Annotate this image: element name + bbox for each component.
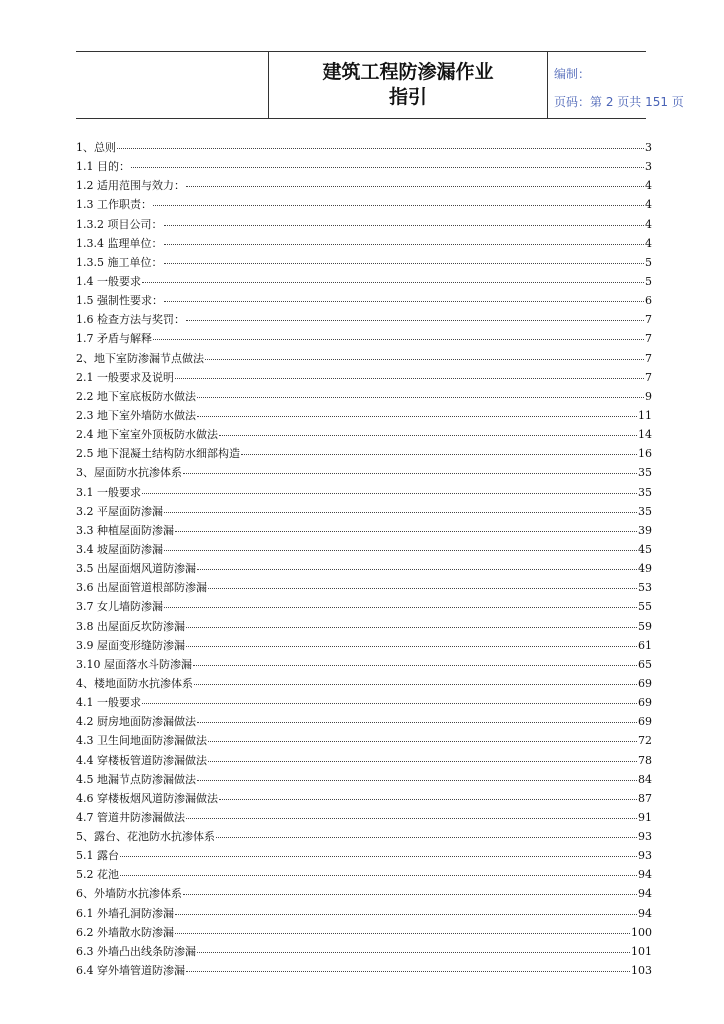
toc-entry[interactable] xyxy=(76,712,652,731)
toc-entry-page: 94 xyxy=(638,868,652,882)
toc-entry-page: 78 xyxy=(638,753,652,767)
toc-leader-dots xyxy=(164,225,645,226)
toc-entry[interactable] xyxy=(76,157,652,176)
toc-leader-dots xyxy=(208,761,637,762)
toc-leader-dots xyxy=(142,493,637,494)
toc-entry-page: 94 xyxy=(638,906,652,920)
toc-entry[interactable] xyxy=(76,444,652,463)
editor-label: 编制： xyxy=(554,67,591,81)
toc-entry-page: 39 xyxy=(638,523,652,537)
toc-entry[interactable] xyxy=(76,234,652,253)
toc-leader-dots xyxy=(153,339,644,340)
toc-leader-dots xyxy=(120,875,637,876)
toc-leader-dots xyxy=(219,435,637,436)
toc-entry-page: 14 xyxy=(638,428,652,442)
toc-leader-dots xyxy=(186,186,644,187)
toc-entry-page: 91 xyxy=(638,810,652,824)
toc-entry-page: 35 xyxy=(638,504,652,518)
toc-entry-label: 5.1 露台 xyxy=(76,849,119,863)
toc-entry-page: 7 xyxy=(645,370,652,384)
toc-entry-label: 3.5 出屋面烟风道防渗漏 xyxy=(76,562,196,576)
toc-entry-page: 4 xyxy=(645,236,652,250)
toc-entry-page: 9 xyxy=(645,389,652,403)
toc-entry-label: 5、露台、花池防水抗渗体系 xyxy=(76,830,215,844)
toc-entry-label: 4.7 管道井防渗漏做法 xyxy=(76,810,185,824)
toc-entry-label: 1.7 矛盾与解释 xyxy=(76,332,152,346)
toc-entry-page: 35 xyxy=(638,485,652,499)
toc-entry[interactable] xyxy=(76,617,652,636)
toc-entry-label: 6.3 外墙凸出线条防渗漏 xyxy=(76,944,196,958)
toc-entry-label: 4.1 一般要求 xyxy=(76,696,141,710)
toc-entry[interactable] xyxy=(76,578,652,597)
table-of-contents xyxy=(76,138,652,980)
toc-entry-page: 93 xyxy=(638,849,652,863)
toc-entry-label: 4、楼地面防水抗渗体系 xyxy=(76,676,193,690)
toc-entry-label: 3.3 种植屋面防渗漏 xyxy=(76,523,174,537)
toc-entry-page: 45 xyxy=(638,542,652,556)
toc-entry-page: 6 xyxy=(645,294,652,308)
toc-entry-label: 3、屋面防水抗渗体系 xyxy=(76,466,182,480)
toc-entry[interactable] xyxy=(76,789,652,808)
toc-entry[interactable] xyxy=(76,215,652,234)
toc-leader-dots xyxy=(208,741,637,742)
toc-leader-dots xyxy=(175,531,637,532)
toc-leader-dots xyxy=(186,320,644,321)
title-line-1: 建筑工程防渗漏作业 xyxy=(322,61,494,83)
toc-entry-page: 103 xyxy=(631,964,652,978)
toc-entry-page: 4 xyxy=(645,179,652,193)
toc-entry-label: 1.1 目的： xyxy=(76,160,130,174)
toc-entry-label: 2.2 地下室底板防水做法 xyxy=(76,389,196,403)
toc-entry-page: 59 xyxy=(638,619,652,633)
toc-entry-page: 69 xyxy=(638,676,652,690)
toc-entry-label: 4.6 穿楼板烟风道防渗漏做法 xyxy=(76,791,218,805)
toc-entry-page: 100 xyxy=(631,925,652,939)
toc-leader-dots xyxy=(197,397,644,398)
toc-entry[interactable] xyxy=(76,463,652,482)
toc-entry-page: 93 xyxy=(638,830,652,844)
toc-leader-dots xyxy=(241,454,637,455)
toc-entry[interactable] xyxy=(76,483,652,502)
toc-leader-dots xyxy=(197,569,637,570)
toc-leader-dots xyxy=(197,780,637,781)
toc-entry-page: 49 xyxy=(638,562,652,576)
toc-leader-dots xyxy=(186,646,637,647)
toc-entry-page: 16 xyxy=(638,447,652,461)
toc-leader-dots xyxy=(193,665,637,666)
toc-entry-label: 5.2 花池 xyxy=(76,868,119,882)
toc-leader-dots xyxy=(197,416,637,417)
toc-leader-dots xyxy=(186,818,637,819)
toc-leader-dots xyxy=(175,378,644,379)
toc-entry-label: 6、外墙防水抗渗体系 xyxy=(76,887,182,901)
toc-entry[interactable] xyxy=(76,540,652,559)
toc-entry[interactable] xyxy=(76,923,652,942)
toc-entry-label: 3.6 出屋面管道根部防渗漏 xyxy=(76,581,207,595)
toc-entry-page: 3 xyxy=(645,141,652,154)
toc-leader-dots xyxy=(219,799,637,800)
toc-entry-page: 94 xyxy=(638,887,652,901)
toc-entry[interactable] xyxy=(76,808,652,827)
toc-entry-page: 4 xyxy=(645,198,652,212)
toc-entry[interactable] xyxy=(76,253,652,272)
toc-entry-label: 6.1 外墙孔洞防渗漏 xyxy=(76,906,174,920)
toc-entry[interactable] xyxy=(76,731,652,750)
toc-entry[interactable] xyxy=(76,636,652,655)
toc-entry-label: 1.4 一般要求 xyxy=(76,274,141,288)
toc-entry-label: 3.10 屋面落水斗防渗漏 xyxy=(76,657,192,671)
toc-entry-label: 2.4 地下室室外顶板防水做法 xyxy=(76,428,218,442)
toc-leader-dots xyxy=(153,205,644,206)
toc-entry-label: 1.3.2 项目公司： xyxy=(76,217,163,231)
toc-entry-label: 6.4 穿外墙管道防渗漏 xyxy=(76,964,185,978)
toc-entry[interactable] xyxy=(76,272,652,291)
toc-entry-label: 1、总则 xyxy=(76,141,116,154)
toc-leader-dots xyxy=(164,263,645,264)
toc-entry[interactable] xyxy=(76,368,652,387)
toc-entry-label: 2.5 地下混凝土结构防水细部构造 xyxy=(76,447,240,461)
toc-entry-label: 1.5 强制性要求： xyxy=(76,294,163,308)
toc-entry-label: 3.7 女儿墙防渗漏 xyxy=(76,600,163,614)
toc-entry[interactable] xyxy=(76,942,652,961)
toc-entry-page: 35 xyxy=(638,466,652,480)
toc-entry[interactable] xyxy=(76,674,652,693)
toc-entry[interactable] xyxy=(76,291,652,310)
toc-leader-dots xyxy=(164,244,645,245)
toc-leader-dots xyxy=(216,837,637,838)
toc-entry[interactable] xyxy=(76,502,652,521)
toc-entry-page: 5 xyxy=(645,274,652,288)
toc-entry[interactable] xyxy=(76,521,652,540)
document-title xyxy=(268,52,548,118)
toc-entry-page: 61 xyxy=(638,638,652,652)
toc-entry[interactable] xyxy=(76,865,652,884)
toc-leader-dots xyxy=(164,607,637,608)
toc-entry-label: 3.1 一般要求 xyxy=(76,485,141,499)
toc-leader-dots xyxy=(205,359,644,360)
toc-entry[interactable] xyxy=(76,846,652,865)
toc-entry-label: 2.1 一般要求及说明 xyxy=(76,370,174,384)
toc-entry-page: 72 xyxy=(638,734,652,748)
toc-entry-label: 1.3.4 监理单位： xyxy=(76,236,163,250)
toc-entry-page: 5 xyxy=(645,255,652,269)
toc-leader-dots xyxy=(164,512,637,513)
toc-entry-label: 1.3.5 施工单位： xyxy=(76,255,163,269)
document-header xyxy=(76,51,684,119)
toc-entry-page: 11 xyxy=(638,408,652,422)
toc-entry-page: 87 xyxy=(638,791,652,805)
toc-leader-dots xyxy=(117,148,644,149)
toc-entry[interactable] xyxy=(76,961,652,980)
toc-entry[interactable] xyxy=(76,693,652,712)
toc-entry-label: 4.5 地漏节点防渗漏做法 xyxy=(76,772,196,786)
toc-entry-page: 7 xyxy=(645,332,652,346)
toc-entry[interactable] xyxy=(76,770,652,789)
toc-leader-dots xyxy=(164,301,644,302)
title-line-2: 指引 xyxy=(388,86,427,108)
toc-leader-dots xyxy=(186,627,637,628)
toc-entry-label: 1.2 适用范围与效力： xyxy=(76,179,185,193)
toc-leader-dots xyxy=(131,167,644,168)
toc-entry[interactable] xyxy=(76,349,652,368)
toc-entry-label: 4.2 厨房地面防渗漏做法 xyxy=(76,715,196,729)
toc-leader-dots xyxy=(183,473,637,474)
toc-entry-label: 3.2 平屋面防渗漏 xyxy=(76,504,163,518)
toc-entry-page: 7 xyxy=(645,351,652,365)
page-info: 页码：第 2 页共 151 页 xyxy=(554,95,684,109)
toc-leader-dots xyxy=(164,550,637,551)
toc-entry-label: 3.4 坡屋面防渗漏 xyxy=(76,542,163,556)
toc-entry[interactable] xyxy=(76,329,652,348)
toc-entry-page: 84 xyxy=(638,772,652,786)
toc-leader-dots xyxy=(186,971,630,972)
toc-entry[interactable] xyxy=(76,904,652,923)
toc-entry-label: 6.2 外墙散水防渗漏 xyxy=(76,925,174,939)
toc-entry-page: 3 xyxy=(645,160,652,174)
toc-entry[interactable] xyxy=(76,884,652,903)
toc-entry-label: 1.3 工作职责： xyxy=(76,198,152,212)
toc-entry-page: 69 xyxy=(638,696,652,710)
toc-leader-dots xyxy=(175,914,637,915)
toc-entry[interactable] xyxy=(76,176,652,195)
toc-entry[interactable] xyxy=(76,387,652,406)
toc-entry-label: 2.3 地下室外墙防水做法 xyxy=(76,408,196,422)
toc-entry-label: 3.8 出屋面反坎防渗漏 xyxy=(76,619,185,633)
toc-entry-page: 65 xyxy=(638,657,652,671)
toc-leader-dots xyxy=(120,856,637,857)
toc-entry-label: 4.4 穿楼板管道防渗漏做法 xyxy=(76,753,207,767)
toc-entry-page: 4 xyxy=(645,217,652,231)
toc-entry[interactable] xyxy=(76,138,652,157)
toc-leader-dots xyxy=(197,722,637,723)
toc-leader-dots xyxy=(183,894,637,895)
toc-leader-dots xyxy=(175,933,630,934)
toc-entry[interactable] xyxy=(76,195,652,214)
toc-leader-dots xyxy=(194,684,637,685)
toc-entry[interactable] xyxy=(76,559,652,578)
toc-entry-page: 7 xyxy=(645,313,652,327)
toc-entry-page: 55 xyxy=(638,600,652,614)
toc-entry-label: 4.3 卫生间地面防渗漏做法 xyxy=(76,734,207,748)
toc-entry-page: 101 xyxy=(631,944,652,958)
toc-entry-page: 53 xyxy=(638,581,652,595)
toc-entry-label: 1.6 检查方法与奖罚： xyxy=(76,313,185,327)
toc-entry-label: 2、地下室防渗漏节点做法 xyxy=(76,351,204,365)
toc-entry[interactable] xyxy=(76,425,652,444)
toc-entry[interactable] xyxy=(76,406,652,425)
toc-leader-dots xyxy=(197,952,630,953)
toc-leader-dots xyxy=(208,588,637,589)
toc-entry[interactable] xyxy=(76,310,652,329)
toc-entry[interactable] xyxy=(76,751,652,770)
toc-entry[interactable] xyxy=(76,655,652,674)
toc-entry-page: 69 xyxy=(638,715,652,729)
toc-leader-dots xyxy=(142,703,637,704)
toc-entry-label: 3.9 屋面变形缝防渗漏 xyxy=(76,638,185,652)
toc-leader-dots xyxy=(142,282,644,283)
toc-entry[interactable] xyxy=(76,827,652,846)
toc-entry[interactable] xyxy=(76,597,652,616)
